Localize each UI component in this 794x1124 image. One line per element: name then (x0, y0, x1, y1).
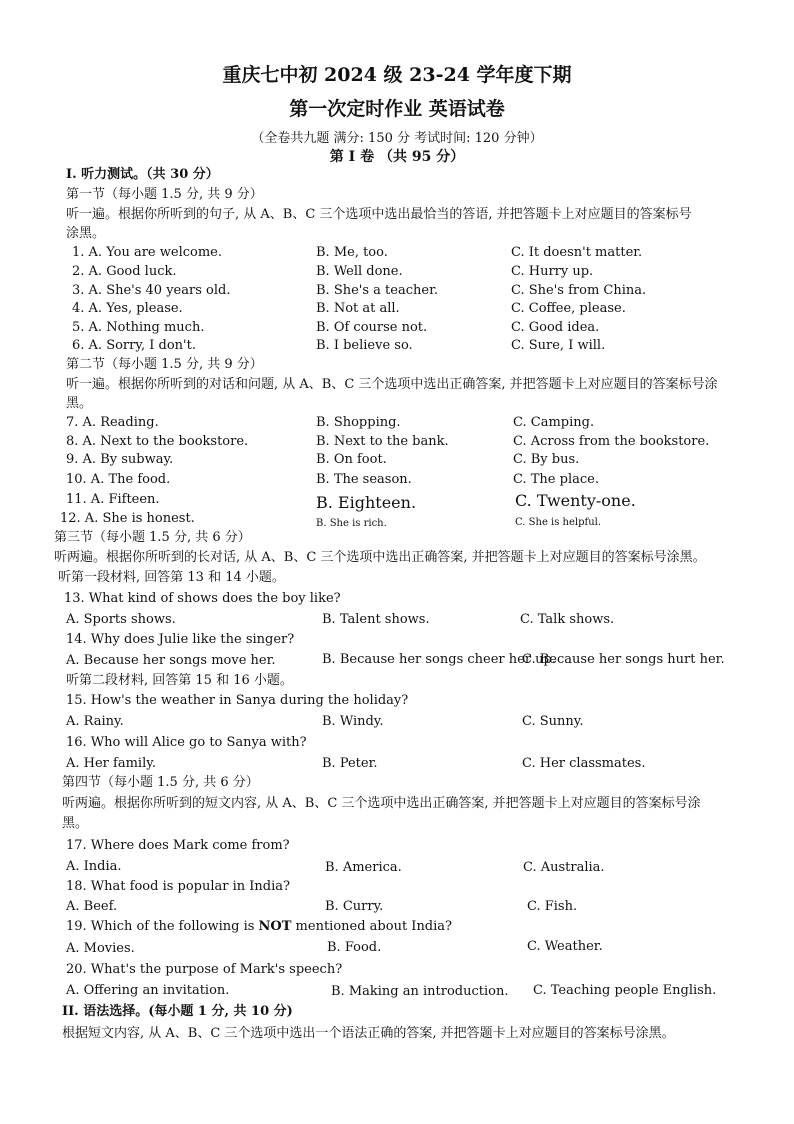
question-6-option-a: 6. A. Sorry, I don't. (72, 338, 196, 353)
question-10-option-a: 10. A. The food. (66, 472, 171, 487)
question-15: 15. How's the weather in Sanya during the holiday? (66, 693, 409, 708)
part2-instruction: 根据短文内容, 从 A、B、C 三个选项中选出一个语法正确的答案, 并把答题卡上对应题目的答案标号涂黑。 (62, 1026, 675, 1041)
question-18-option-c: C. Fish. (527, 899, 578, 914)
question-18-option-b: B. Curry. (325, 899, 384, 914)
question-12-option-a: 12. A. She is honest. (60, 511, 195, 526)
question-3-option-a: 3. A. She's 40 years old. (72, 283, 231, 298)
question-16-option-b: B. Peter. (322, 756, 378, 771)
question-4-option-c: C. Coffee, please. (511, 301, 626, 316)
question-13-option-c: C. Talk shows. (520, 612, 615, 627)
question-14: 14. Why does Julie like the singer? (66, 632, 295, 647)
question-15-option-a: A. Rainy. (66, 714, 124, 729)
question-15-option-b: B. Windy. (322, 714, 384, 729)
section2-instruction-cont: 黑。 (66, 396, 93, 411)
question-11-option-c: C. Twenty-one. (515, 491, 636, 510)
exam-info: （全卷共九题 满分: 150 分 考试时间: 120 分钟） (251, 131, 543, 146)
material-2-heading: 听第二段材料, 回答第 15 和 16 小题。 (66, 673, 293, 688)
section3-instruction: 听两遍。根据你所听到的长对话, 从 A、B、C 三个选项中选出正确答案, 并把答题卡上对应题目的答案标号涂黑。 (54, 550, 706, 565)
question-7-option-b: B. Shopping. (316, 415, 401, 430)
section4-title: 第四节（每小题 1.5 分, 共 6 分） (62, 775, 259, 790)
question-10-option-c: C. The place. (513, 472, 599, 487)
question-17-option-b: B. America. (325, 860, 402, 875)
part1-title: I. 听力测试。（共 30 分） (66, 167, 219, 182)
question-16: 16. Who will Alice go to Sanya with? (66, 735, 307, 750)
question-19-option-a: A. Movies. (66, 941, 135, 956)
question-19-text-pre: 19. Which of the following is (66, 919, 259, 934)
question-4-option-b: B. Not at all. (316, 301, 400, 316)
question-16-option-c: C. Her classmates. (522, 756, 646, 771)
question-5-option-b: B. Of course not. (316, 320, 428, 335)
question-1-option-b: B. Me, too. (316, 245, 388, 260)
question-19-option-c: C. Weather. (527, 939, 603, 954)
section2-instruction: 听一遍。根据你所听到的对话和问题, 从 A、B、C 三个选项中选出正确答案, 并把答题卡上对应题目的答案标号涂 (66, 377, 718, 392)
question-9-option-a: 9. A. By subway. (66, 452, 174, 467)
question-7-option-a: 7. A. Reading. (66, 415, 159, 430)
question-11-option-a: 11. A. Fifteen. (66, 492, 160, 507)
question-14-option-c: C. Because her songs hurt her. (522, 652, 725, 667)
question-12-option-b: B. She is rich. (316, 518, 387, 529)
question-20-option-c: C. Teaching people English. (533, 983, 717, 998)
question-1-option-a: 1. A. You are welcome. (72, 245, 223, 260)
section1-title: 第一节（每小题 1.5 分, 共 9 分） (66, 187, 263, 202)
question-6-option-b: B. I believe so. (316, 338, 413, 353)
section1-instruction-cont: 涂黑。 (66, 226, 106, 241)
question-18: 18. What food is popular in India? (66, 879, 290, 894)
question-8-option-c: C. Across from the bookstore. (513, 434, 710, 449)
question-5-option-c: C. Good idea. (511, 320, 600, 335)
question-11-option-b: B. Eighteen. (316, 493, 417, 512)
question-2-option-a: 2. A. Good luck. (72, 264, 177, 279)
question-8-option-a: 8. A. Next to the bookstore. (66, 434, 249, 449)
question-4-option-a: 4. A. Yes, please. (72, 301, 183, 316)
material-1-heading: 听第一段材料, 回答第 13 和 14 小题。 (58, 570, 285, 585)
section1-instruction: 听一遍。根据你所听到的句子, 从 A、B、C 三个选项中选出最恰当的答语, 并把答题卡上对应题目的答案标号 (66, 207, 692, 222)
question-17-option-c: C. Australia. (523, 860, 605, 875)
question-8-option-b: B. Next to the bank. (316, 434, 449, 449)
question-2-option-c: C. Hurry up. (511, 264, 594, 279)
question-14-option-b: B. Because her songs cheer her up. (322, 652, 556, 667)
question-13-option-b: B. Talent shows. (322, 612, 430, 627)
question-19-text-post: mentioned about India? (291, 919, 453, 934)
question-15-option-c: C. Sunny. (522, 714, 584, 729)
question-20: 20. What's the purpose of Mark's speech? (66, 962, 343, 977)
section2-title: 第二节（每小题 1.5 分, 共 9 分） (66, 357, 263, 372)
question-6-option-c: C. Sure, I will. (511, 338, 606, 353)
question-7-option-c: C. Camping. (513, 415, 595, 430)
question-13: 13. What kind of shows does the boy like? (64, 591, 341, 606)
question-20-option-a: A. Offering an invitation. (66, 983, 230, 998)
question-5-option-a: 5. A. Nothing much. (72, 320, 205, 335)
section4-instruction: 听两遍。根据你所听到的短文内容, 从 A、B、C 三个选项中选出正确答案, 并把答题卡上对应题目的答案标号涂 (62, 796, 701, 811)
question-12-option-c: C. She is helpful. (515, 517, 602, 528)
question-13-option-a: A. Sports shows. (66, 612, 176, 627)
question-9-option-b: B. On foot. (316, 452, 387, 467)
section3-title: 第三节（每小题 1.5 分, 共 6 分） (54, 530, 251, 545)
question-17: 17. Where does Mark come from? (66, 838, 290, 853)
question-19-emphasis: NOT (258, 919, 292, 934)
section4-instruction-cont: 黑。 (62, 816, 89, 831)
exam-title: 重庆七中初 2024 级 23-24 学年度下期 (222, 64, 572, 86)
question-18-option-a: A. Beef. (66, 899, 118, 914)
question-10-option-b: B. The season. (316, 472, 412, 487)
question-14-option-a: A. Because her songs move her. (66, 653, 276, 668)
question-19 (66, 918, 452, 936)
volume-heading: 第 I 卷 （共 95 分） (329, 149, 465, 165)
question-17-option-a: A. India. (66, 859, 122, 874)
question-1-option-c: C. It doesn't matter. (511, 245, 643, 260)
part2-title: II. 语法选择。(每小题 1 分, 共 10 分) (62, 1004, 293, 1019)
question-9-option-c: C. By bus. (513, 452, 580, 467)
exam-subtitle: 第一次定时作业 英语试卷 (289, 98, 505, 120)
question-3-option-c: C. She's from China. (511, 283, 647, 298)
question-16-option-a: A. Her family. (66, 756, 156, 771)
question-3-option-b: B. She's a teacher. (316, 283, 438, 298)
question-20-option-b: B. Making an introduction. (331, 984, 509, 999)
question-2-option-b: B. Well done. (316, 264, 403, 279)
question-19-option-b: B. Food. (327, 940, 382, 955)
